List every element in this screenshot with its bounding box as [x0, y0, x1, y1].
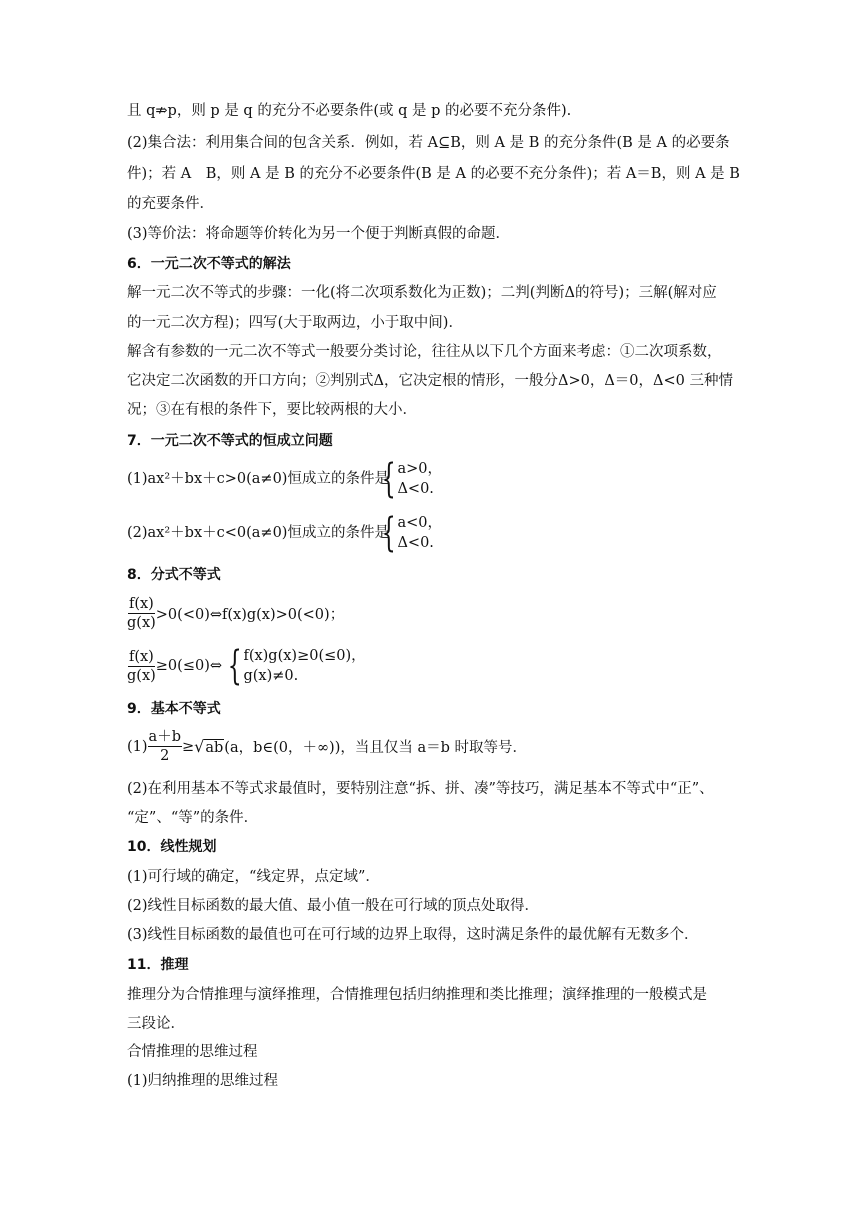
text-line: (1)可行域的确定，“线定界，点定域”．	[127, 869, 380, 885]
formula-line	[127, 728, 527, 765]
fraction-numerator: f(x)	[128, 648, 154, 665]
text-line: (3)等价法：将命题等价转化为另一个便于判断真假的命题．	[127, 226, 511, 242]
text-line: (2)在利用基本不等式求最值时，要特别注意“拆、拼、凑”等技巧，满足基本不等式中“正”、	[127, 781, 714, 797]
text-line: 解含有参数的一元二次不等式一般要分类讨论，往往从以下几个方面来考虑：①二次项系数，	[127, 344, 722, 360]
text-line: (3)线性目标函数的最值也可在可行域的边界上取得，这时满足条件的最优解有无数多个．	[127, 927, 699, 943]
text-line: 的充要条件．	[127, 196, 214, 212]
condition-line: f(x)g(x)≥0(≤0)，	[243, 648, 366, 664]
section-heading: 11．推理	[127, 957, 189, 973]
text-line: (2)线性目标函数的最大值、最小值一般在可行域的顶点处取得．	[127, 898, 540, 914]
condition-line: Δ<0.	[397, 535, 434, 551]
fraction	[127, 595, 156, 632]
radicand: ab	[205, 740, 224, 756]
text-line: 解一元二次不等式的步骤：一化(将二次项系数化为正数)；二判(判断Δ的符号)；三解(解对应	[127, 285, 717, 301]
brace-symbol: {	[381, 510, 396, 556]
text-line: 它决定二次函数的开口方向；②判别式Δ，它决定根的情形，一般分Δ>0，Δ＝0，Δ<0 三种情	[127, 373, 733, 389]
section-heading: 6．一元二次不等式的解法	[127, 256, 291, 272]
text-line: 且 q⇏p，则 p 是 q 的充分不必要条件(或 q 是 p 的必要不充分条件).	[127, 103, 572, 119]
brace-symbol: {	[381, 456, 396, 502]
condition-line: a<0，	[397, 515, 442, 531]
section-heading: 10．线性规划	[127, 839, 217, 855]
text-line: (2)ax²＋bx＋c<0(a≠0)恒成立的条件是	[127, 525, 389, 541]
condition-brace	[378, 456, 442, 502]
formula-text: >0(<0)⇔f(x)g(x)>0(<0)；	[155, 607, 345, 623]
fraction-denominator: g(x)	[127, 615, 156, 631]
formula-text: ≥	[181, 738, 195, 755]
condition-brace	[378, 510, 442, 556]
text-line: (1)归纳推理的思维过程	[127, 1073, 279, 1089]
fraction-numerator: f(x)	[128, 596, 154, 612]
section-heading: 8．分式不等式	[127, 567, 221, 583]
square-root	[194, 737, 224, 756]
section-heading: 7．一元二次不等式的恒成立问题	[127, 433, 333, 449]
fraction-denominator: 2	[160, 748, 170, 764]
formula-text: (a，b∈(0，＋∞))，当且仅当 a＝b 时取等号．	[224, 740, 528, 756]
condition-line: Δ<0.	[397, 481, 434, 497]
text-line: (2)集合法：利用集合间的包含关系．例如，若 A⊆B，则 A 是 B 的充分条件(B 是 A 的必要条	[127, 135, 730, 151]
fraction-numerator: a＋b	[148, 729, 181, 745]
text-line: 合情推理的思维过程	[127, 1044, 258, 1060]
text-line: (1)ax²＋bx＋c>0(a≠0)恒成立的条件是	[127, 471, 389, 487]
text-line: 的一元二次方程)；四写(大于取两边，小于取中间)．	[127, 315, 463, 331]
fraction-denominator: g(x)	[127, 667, 156, 684]
radical-icon: √	[194, 737, 205, 756]
fraction	[127, 648, 156, 685]
formula-line	[127, 595, 344, 632]
condition-line: g(x)≠0.	[243, 668, 299, 684]
text-line: 推理分为合情推理与演绎推理，合情推理包括归纳推理和类比推理；演绎推理的一般模式是	[127, 987, 707, 1003]
text-line: “定”、“等”的条件．	[127, 810, 259, 826]
section-heading: 9．基本不等式	[127, 701, 221, 717]
text-line: 件)；若 A B，则 A 是 B 的充分不必要条件(B 是 A 的必要不充分条件)；若 A＝B，则 A 是 B	[127, 166, 740, 182]
formula-text: ≥0(≤0)⇔	[155, 658, 222, 674]
condition-line: a>0，	[397, 461, 442, 477]
formula-text: (1)	[127, 738, 148, 755]
text-line: 三段论．	[127, 1016, 185, 1032]
fraction	[148, 728, 182, 765]
brace-symbol: {	[227, 643, 242, 689]
formula-line	[127, 643, 366, 689]
text-line: 况；③在有根的条件下，要比较两根的大小．	[127, 402, 417, 418]
